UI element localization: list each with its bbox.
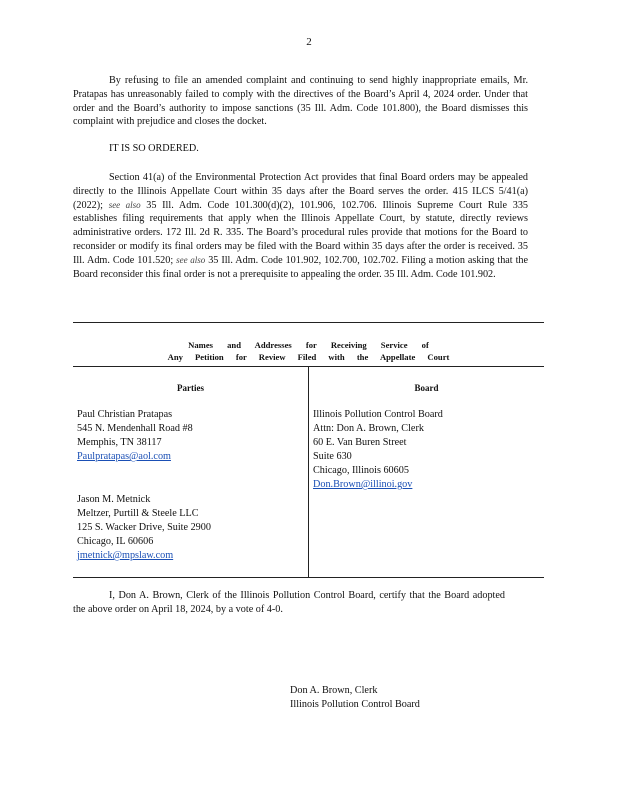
party-name: Paul Christian Pratapas — [77, 409, 173, 420]
party-city: Memphis, TN 38117 — [77, 437, 162, 448]
header-line-1: Names and Addresses for Receiving Service of — [188, 340, 429, 350]
party-address-metnick — [77, 493, 211, 563]
column-divider — [308, 366, 309, 577]
board-address — [313, 408, 443, 492]
board-email-link[interactable]: Don.Brown@illinoi.gov — [313, 479, 413, 490]
signature-block — [290, 684, 420, 712]
appeal-text-part1: Section 41(a) of the Environmental Protection Act provides that final Board orders may be appealed directly to the Illinois Appellate Court within 35 days after the Board serves the order. 415 ILCS 5/41(a) (2022); — [73, 172, 528, 211]
signature-org: Illinois Pollution Control Board — [290, 699, 420, 710]
page-number: 2 — [306, 36, 312, 48]
parties-column-heading: Parties — [177, 383, 204, 393]
party-address-pratapas — [77, 408, 193, 464]
party-name: Jason M. Metnick — [77, 494, 151, 505]
party-firm: Meltzer, Purtill & Steele LLC — [77, 508, 199, 519]
board-column-heading: Board — [414, 383, 439, 393]
certification-text: I, Don A. Brown, Clerk of the Illinois Pollution Control Board, certify that the Board adopted the above order on April 18, 2024, by a vote of 4-0. — [73, 590, 505, 615]
party-city: Chicago, IL 60606 — [77, 536, 154, 547]
appeal-text-part3: 35 Ill. Adm. Code 101.902, 102.700, 102.702. Filing a motion asking that the Board reconsider this final order is not a prerequisite to appealing the order. 35 Ill. Adm. Code 101.902. — [73, 254, 529, 280]
dismissal-text: By refusing to file an amended complaint and continuing to send highly inappropriate emails, Mr. Pratapas has unreasonably failed to comply with the directives of the Board’s April 4, 2024 order. Under that order and the Board’s authority to impose sanctions (35 Ill. Adm. Code 101.800), the Board dismisses this complaint with prejudice and closes the docket. — [73, 75, 528, 128]
clerk-certification — [73, 589, 505, 617]
board-city: Chicago, Illinois 60605 — [313, 465, 409, 476]
appeal-paragraph — [73, 171, 528, 281]
see-also-2: see also — [176, 254, 206, 265]
board-suite: Suite 630 — [313, 451, 352, 462]
signature-name: Don A. Brown, Clerk — [290, 685, 378, 696]
so-ordered-paragraph: IT IS SO ORDERED. — [109, 143, 199, 154]
board-street: 60 E. Van Buren Street — [313, 437, 407, 448]
see-also-1: see also — [108, 199, 141, 210]
dismissal-paragraph — [73, 74, 528, 129]
party-email-link[interactable]: jmetnick@mpslaw.com — [77, 550, 174, 561]
header-line-2: Any Petition for Review Filed with the Appellate Court — [167, 352, 450, 362]
party-email-link[interactable]: Paulpratapas@aol.com — [77, 451, 171, 462]
board-name: Illinois Pollution Control Board — [313, 409, 443, 420]
board-attn: Attn: Don A. Brown, Clerk — [313, 423, 424, 434]
party-street: 545 N. Mendenhall Road #8 — [77, 423, 193, 434]
appeal-text-part2: 35 Ill. Adm. Code 101.300(d)(2), 101.906, 102.706. Illinois Supreme Court Rule 335 establishes filing requirements that apply when the Illinois Appellate Court, by statute, directly reviews administrative orders. 172 Ill. 2d R. 335. The Board’s procedural rules provide that motions for the Board to reconsider or modify its final orders may be filed with the Board within 35 days after the order is received. 35 Ill. Adm. Code 101.520; — [73, 199, 529, 266]
service-table — [73, 322, 544, 578]
service-table-header — [73, 339, 544, 363]
party-street: 125 S. Wacker Drive, Suite 2900 — [77, 522, 211, 533]
